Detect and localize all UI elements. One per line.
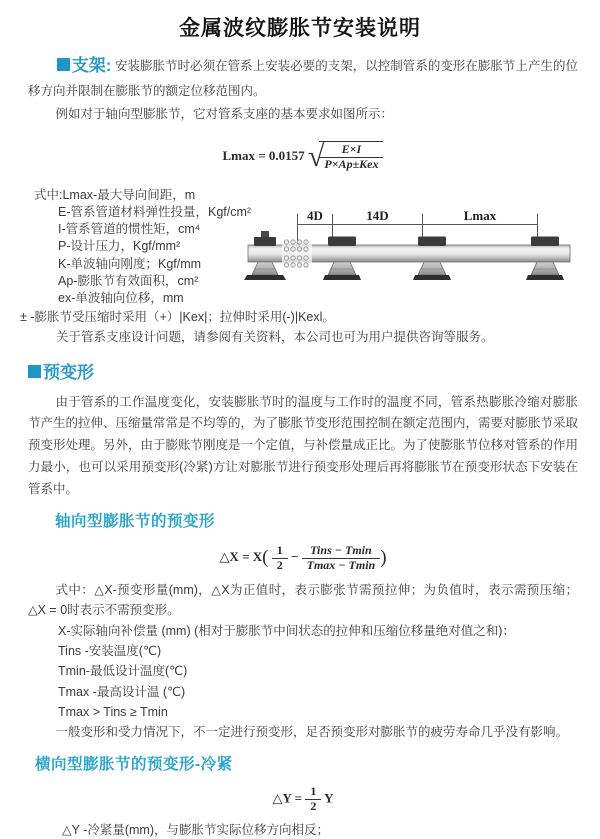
sqrt-radical-sign: √ (307, 139, 325, 173)
close-paren: ) (380, 547, 387, 569)
lmax-formula-radicand (319, 141, 383, 172)
lmax-formula-lhs: Lmax = 0.0157 (222, 147, 305, 163)
definition-line: I-管系管道的惯性矩，cm⁴ (58, 222, 201, 237)
dim-label-14d: 14D (366, 208, 389, 223)
lateral-formula-rhs: Y (324, 789, 334, 805)
lmax-formula-denominator: P×Ap±Kex (324, 157, 379, 172)
dim-label-4d: 4D (307, 208, 323, 223)
document-content (0, 52, 600, 839)
document-page (0, 12, 600, 838)
axial-formula (28, 542, 578, 574)
plus-minus-note: ± -膨胀节受压缩时采用（+）|Kex|；拉伸时采用(-)|Kexl。 (20, 310, 335, 325)
definition-line: Ap-膨胀节有效面积，cm² (58, 273, 199, 288)
support-intro-paragraph (28, 52, 578, 102)
formula-where-label: 式中:Lmax-最大导向间距，m (34, 187, 196, 202)
temp-numerator: Tins − Tmin (302, 544, 381, 559)
lateral-formula-fraction (305, 785, 321, 814)
axial-formula-lhs: △X = X (219, 549, 263, 565)
minus-sign: − (290, 549, 299, 565)
dim-label-lmax: Lmax (463, 208, 497, 223)
definition-line: P-设计压力，Kgf/mm² (58, 239, 181, 254)
lmax-formula (28, 132, 578, 182)
lateral-numerator: 1 (305, 785, 321, 800)
temp-denominator: Tmax − Tmin (306, 558, 376, 572)
axial-definition-line: X-实际轴向补偿量 (mm) (相对于膨胀节中间状态的拉伸和压缩位移量绝对值之和)： (58, 623, 515, 638)
axial-formula-half-fraction (272, 544, 288, 573)
axial-where-text: 式中：△X-预变形量(mm)，△X为正值时，表示膨张节需预拉伸；为负值时，表示需预压缩；△X = 0时表示不需预变形。 (28, 583, 578, 618)
support-example-text: 例如对于轴向型膨胀节，它对管系支座的基本要求如图所示： (55, 106, 394, 121)
support-section-heading: 支架: (71, 56, 112, 75)
lateral-formula-lhs: △Y = (272, 789, 303, 805)
lmax-formula-numerator: E×I (319, 143, 383, 158)
axial-subsection-heading: 轴向型膨胀节的预变形 (55, 513, 216, 531)
axial-note-text: 一般变形和受力情况下，不一定进行预变形，足否预变形对膨胀节的疲劳寿命几乎没有影响。 (55, 725, 569, 740)
definition-line: K-单波轴向刚度；Kgf/mm (58, 256, 202, 271)
axial-formula-temp-fraction (302, 544, 381, 573)
predeform-section-heading-row (28, 359, 578, 388)
open-paren: ( (262, 547, 269, 569)
axial-definition-line: Tmax -最高设计温 (℃) (58, 684, 186, 699)
section-square-icon (28, 365, 41, 378)
axial-definition-line: Tmin-最低设计温度(℃) (58, 664, 188, 679)
half-numerator: 1 (272, 544, 288, 559)
page-title: 金属波纹膨胀节安装说明 (179, 17, 421, 40)
consulting-note: 关于管系支座设计问题，请参阅有关资料，本公司也可为用户提供咨询等服务。 (56, 330, 494, 345)
pipe-support-diagram (244, 200, 600, 300)
predeform-body-text: 由于管系的工作温度变化，安装膨胀节时的温度与工作时的温度不同，管系热膨胀冷缩对膨胀节产生的拉伸、压缩量常常是不均等的，为了膨胀节变形范围控制在额定范围内，需要对膨胀节采取预变形处理。另外，由于膨账节刚度是一个定值，与补偿量成正比。为了使膨胀节位移对管系的作用力最小，也可以采用预变形(冷紧)方让对膨胀节进行预变形处理后再将膨胀节在预变形状态下安装在管系中。 (28, 394, 579, 496)
definition-line: E-管系管道材料弹性投量，Kgf/cm² (58, 204, 252, 219)
axial-definition-line: Tmax > Tins ≥ Tmin (58, 705, 168, 720)
axial-definition-line: Tins -安装温度(℃) (58, 644, 162, 659)
half-denominator: 2 (276, 558, 283, 572)
lateral-denominator: 2 (310, 798, 317, 813)
predeform-section-heading: 预变形 (43, 363, 94, 383)
section-square-icon (57, 58, 70, 71)
lateral-formula (28, 785, 578, 814)
lateral-note-text: △Y -冷紧量(mm)，与膨胀节实际位移方向相反； (62, 823, 330, 838)
lateral-subsection-heading: 横向型膨胀节的预变形-冷紧 (35, 755, 233, 773)
support-intro-text: 安装膨胀节时必须在管系上安装必要的支架，以控制管系的变形在膨胀节上产生的位移方向并限制在膨胀节的额定位移范围内。 (28, 59, 578, 98)
definition-line: ex-单波轴向位移，mm (58, 290, 184, 305)
